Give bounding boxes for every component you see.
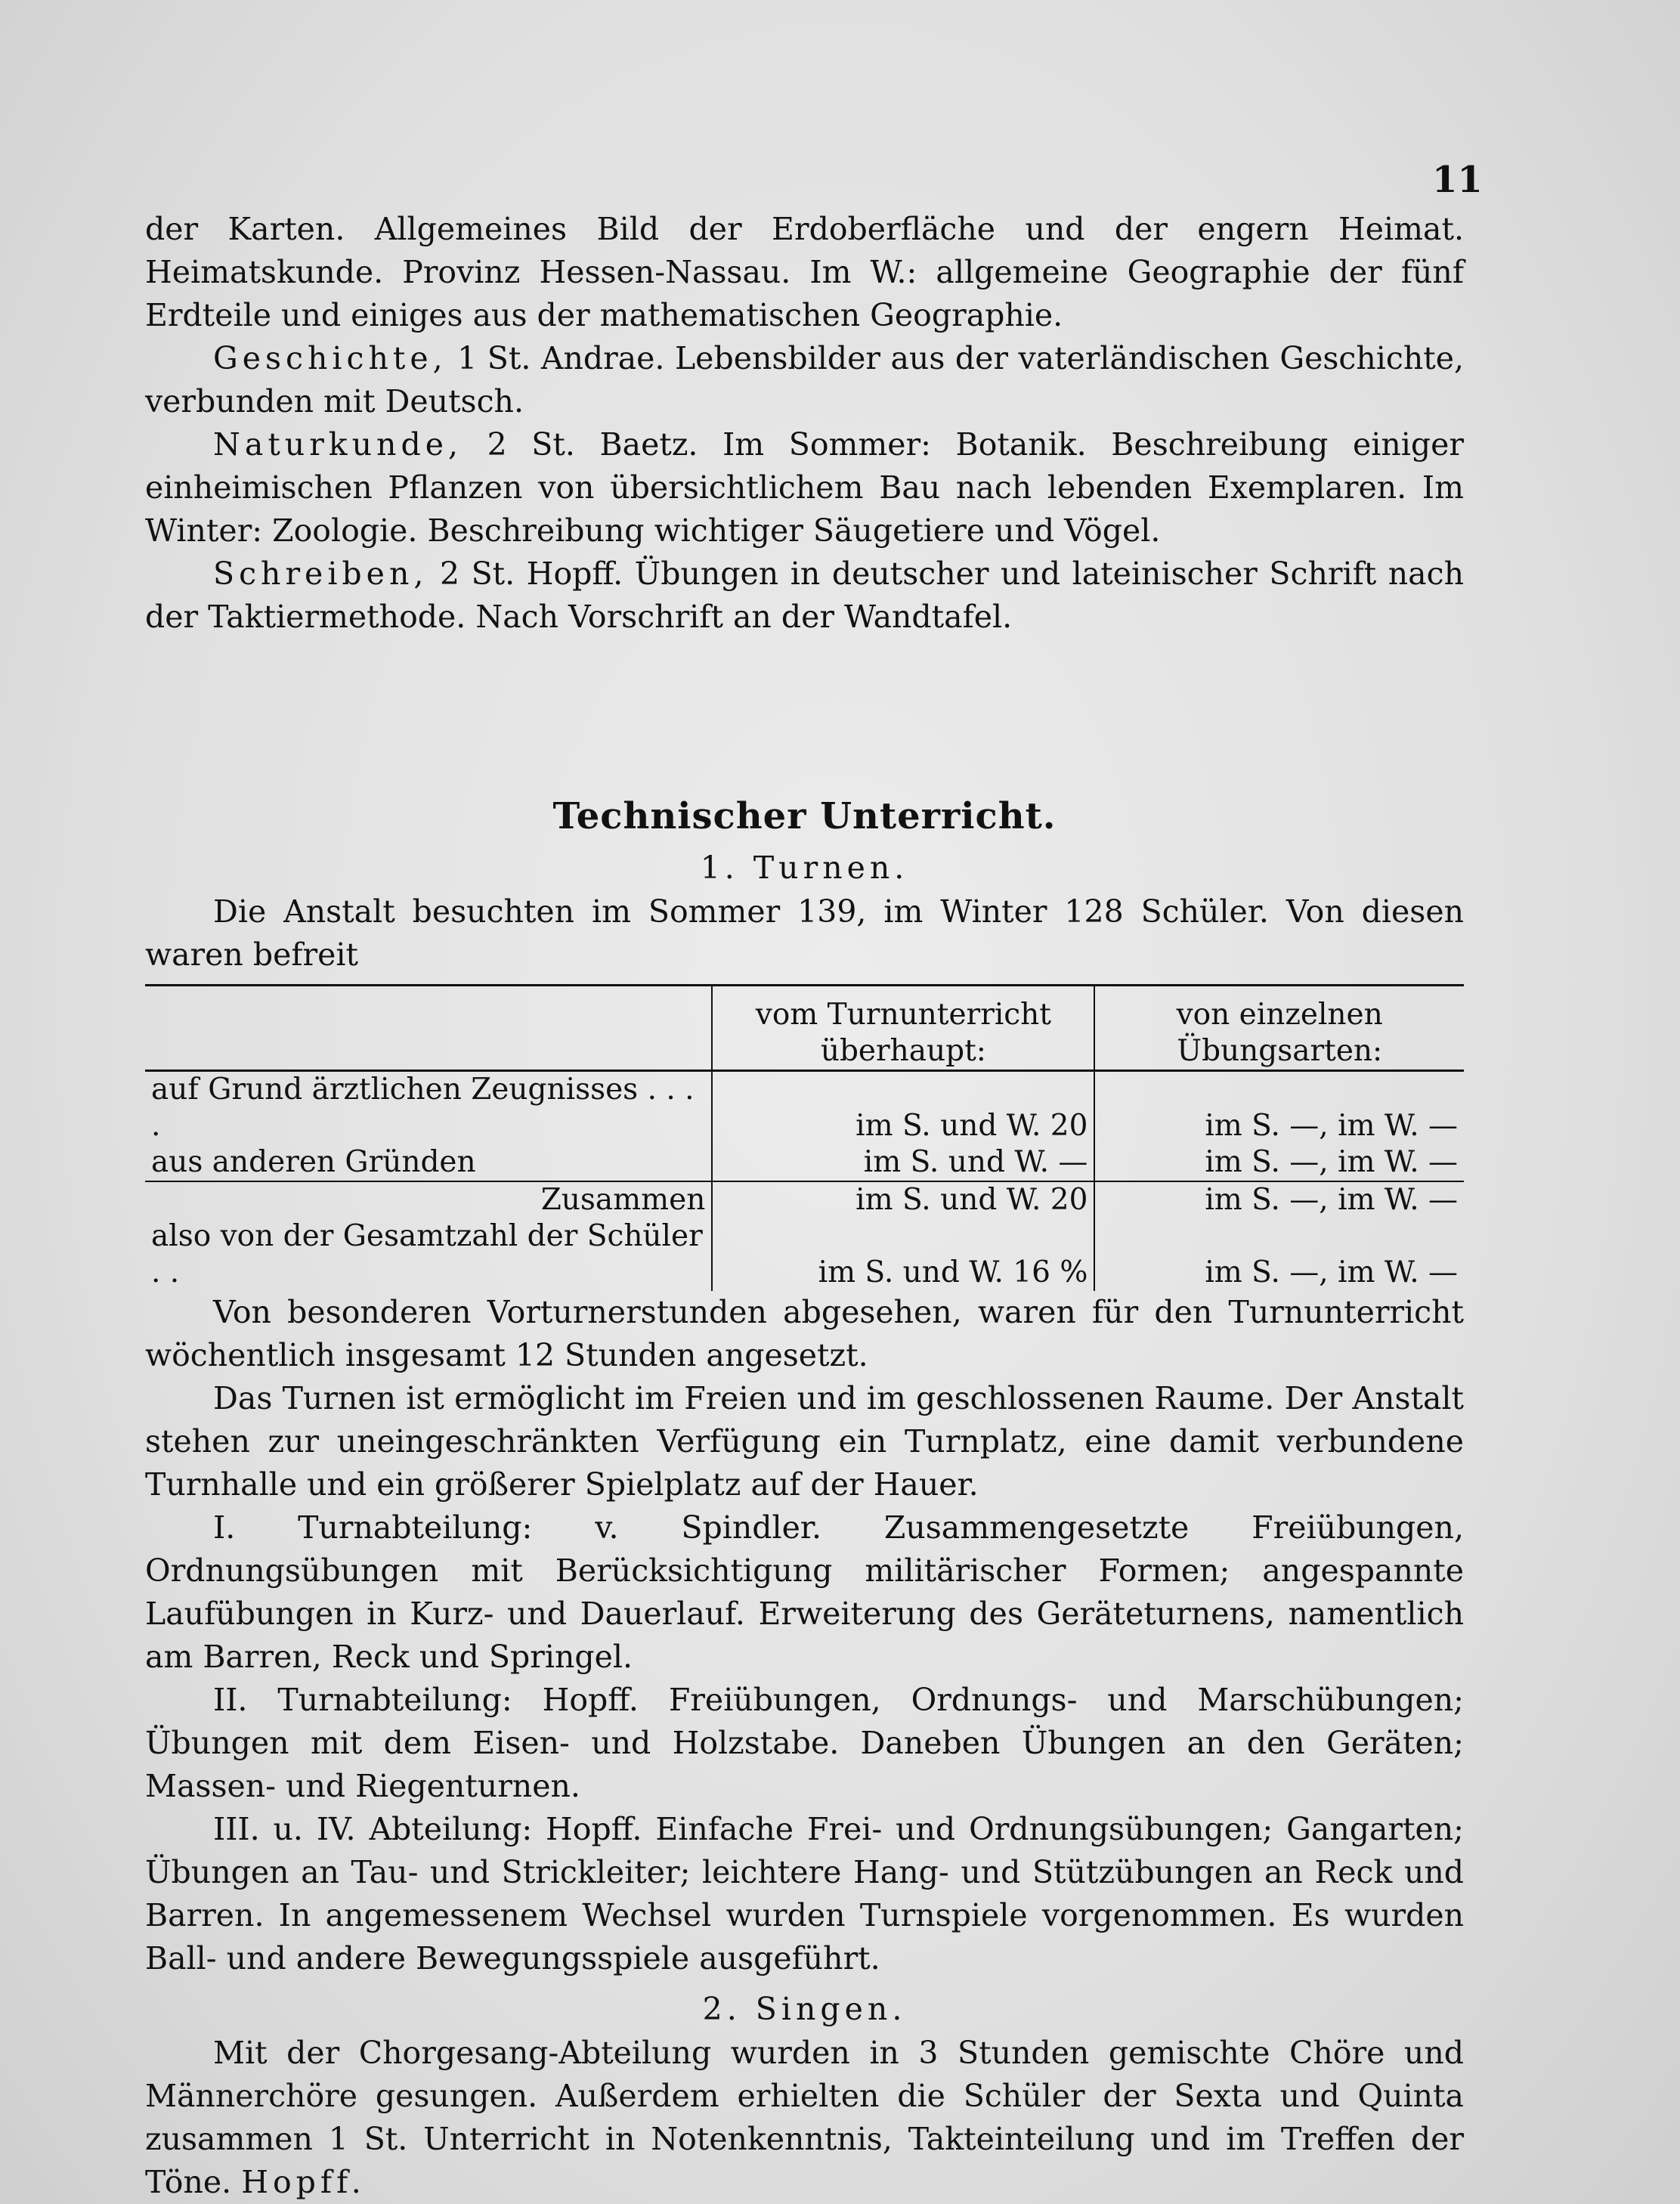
turnen-intro: Die Anstalt besuchten im Sommer 139, im Winter 128 Schüler. Von diesen waren befreit [145, 893, 1464, 973]
teacher-name: Hopff. [241, 2164, 366, 2200]
paragraph-geography: der Karten. Allgemeines Bild der Erdoberfläche und der engern Heimat. Heimatskunde. Provinz Hessen-Nassau. Im W.: allgemeine Geographie der fünf Erdteile und einiges aus der mathematischen Geographie. [145, 211, 1464, 333]
table-header-partial: von einzelnen Übungsarten: [1094, 986, 1464, 1071]
table-row: auf Grund ärztlichen Zeugnisses . . . . im S. und W. 20 im S. —, im W. — [145, 1071, 1464, 1145]
table-row: aus anderen Gründen im S. und W. — im S. —, im W. — [145, 1144, 1464, 1181]
turnen-paragraph: Das Turnen ist ermöglicht im Freien und im geschlossenen Raume. Der Anstalt stehen zur uneingeschränkten Verfügung ein Turnplatz, eine damit verbundene Turnhalle und ein größerer Spielplatz auf der Hauer. [145, 1380, 1464, 1503]
paragraph-history: Geschichte, 1 St. Andrae. Lebensbilder aus der vaterländischen Geschichte, verbunden mit Deutsch. [145, 340, 1464, 419]
section-title: Technischer Unterricht. [552, 795, 1057, 837]
subject-label: Schreiben, [213, 556, 429, 592]
turnen-paragraph: I. Turnabteilung: v. Spindler. Zusammengesetzte Freiübungen, Ordnungsübungen mit Berücksichtigung militärischer Formen; angespannte Laufübungen in Kurz- und Dauerlauf. Erweiterung des Geräteturnens, namentlich am Barren, Reck und Springel. [145, 1509, 1464, 1675]
table-header-empty [145, 986, 712, 1071]
turnen-paragraph: Von besonderen Vorturnerstunden abgesehen, waren für den Turnunterricht wöchentlich insgesamt 12 Stunden angesetzt. [145, 1294, 1464, 1373]
turnen-paragraph: III. u. IV. Abteilung: Hopff. Einfache Frei- und Ordnungsübungen; Gangarten; Übungen an Tau- und Strickleiter; leichtere Hang- und Stützübungen an Reck und Barren. In angemessenem Wechsel wurden Turnspiele vorgenommen. Es wurden Ball- und andere Bewegungsspiele ausgeführt. [145, 1811, 1464, 1976]
paragraph-natural-science: Naturkunde, 2 St. Baetz. Im Sommer: Botanik. Beschreibung einiger einheimischen Pflanzen von übersichtlichem Bau nach lebenden Exemplaren. Im Winter: Zoologie. Beschreibung wichtiger Säugetiere und Vögel. [145, 426, 1464, 549]
turnen-paragraph: II. Turnabteilung: Hopff. Freiübungen, Ordnungs- und Marschübungen; Übungen mit dem Eisen- und Holzstabe. Daneben Übungen an den Geräten; Massen- und Riegenturnen. [145, 1682, 1464, 1804]
table-header-overall: vom Turnunterricht überhaupt: [712, 986, 1094, 1071]
page-number: 11 [1432, 159, 1483, 201]
body-text [145, 208, 1464, 2204]
subject-label: Geschichte, [213, 340, 447, 376]
exemption-table [145, 984, 1464, 1291]
subject-label: Naturkunde, [213, 426, 463, 463]
table-sum-row: Zusammen im S. und W. 20 im S. —, im W. — [145, 1181, 1464, 1218]
subsection-turnen-title: 1. Turnen. [700, 850, 909, 886]
subsection-singen-title: 2. Singen. [702, 1991, 907, 2027]
paragraph-writing: Schreiben, 2 St. Hopff. Übungen in deutscher und lateinischer Schrift nach der Taktiermethode. Nach Vorschrift an der Wandtafel. [145, 556, 1464, 635]
table-percent-row: also von der Gesamtzahl der Schüler . . im S. und W. 16 % im S. —, im W. — [151, 1219, 1458, 1289]
singen-paragraph: Mit der Chorgesang-Abteilung wurden in 3 Stunden gemischte Chöre und Männerchöre gesungen. Außerdem erhielten die Schüler der Sexta und Quinta zusammen 1 St. Unterricht in Notenkenntnis, Takteinteilung und im Treffen der Töne. Hopff. [145, 2035, 1464, 2200]
